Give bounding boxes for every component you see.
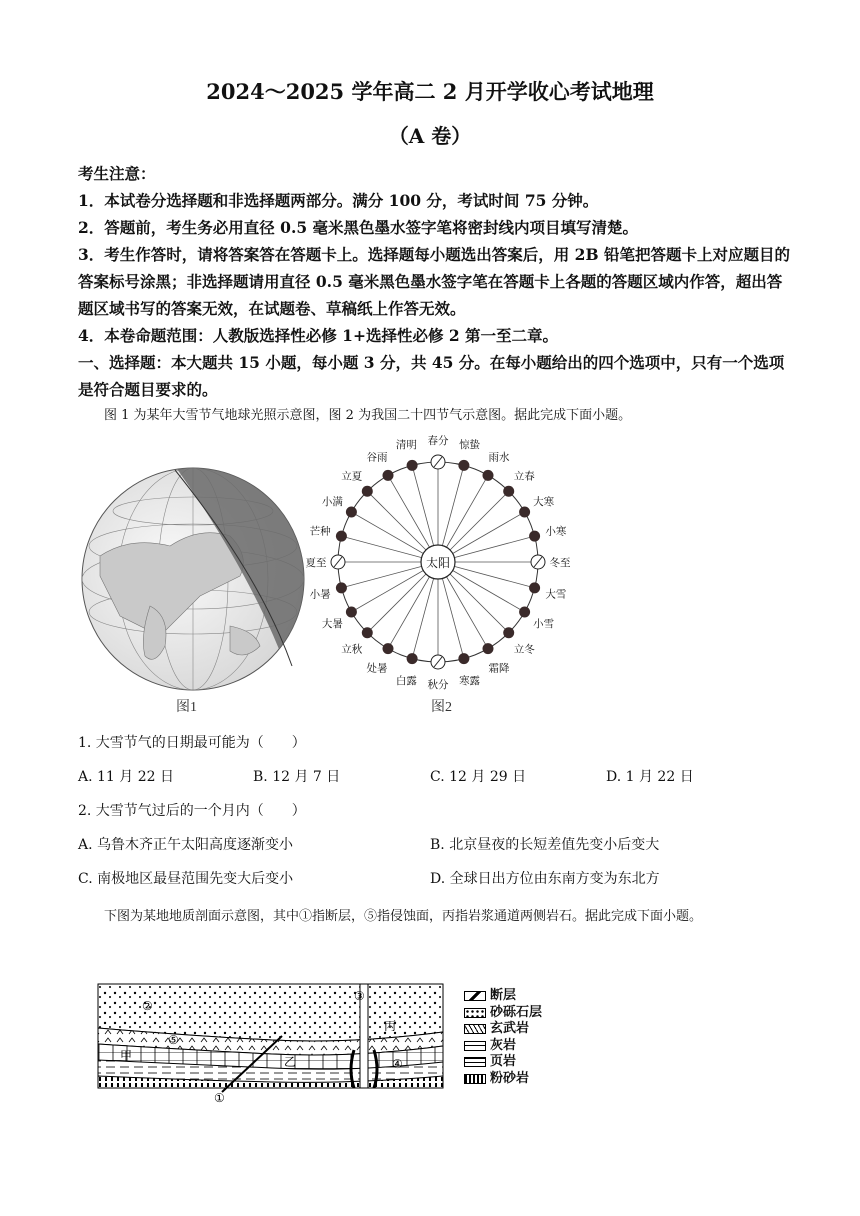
label-jia: 甲: [120, 1049, 133, 1063]
solar-term-label: 大雪: [545, 588, 567, 601]
solar-term-label: 清明: [395, 439, 417, 452]
earth-node: [346, 507, 357, 518]
legend-siltstone: [464, 1071, 542, 1088]
solar-term-label: 小满: [321, 496, 343, 508]
earth-node: [483, 470, 494, 481]
notice-heading: 考生注意：: [78, 164, 156, 183]
q2-option-b[interactable]: B. 北京昼夜的长短差值先变小后变大: [430, 837, 660, 853]
q2-option-a[interactable]: A. 乌鲁木齐正午太阳高度逐渐变小: [78, 837, 294, 853]
solar-term-label: 大暑: [321, 618, 343, 630]
basalt-swatch-icon: [464, 1024, 486, 1034]
solar-term-label: 小雪: [533, 618, 555, 630]
earth-node: [407, 460, 418, 471]
solar-term-label: 惊蛰: [459, 439, 481, 452]
legend-label: 断层: [490, 988, 517, 1003]
label-bing: 丙: [384, 1019, 397, 1033]
solar-term-label: 白露: [395, 674, 417, 687]
geology-legend: [464, 988, 542, 1087]
question-1-stem: 1. 大雪节气的日期最可能为（ ）: [78, 735, 306, 751]
earth-node: [407, 653, 418, 664]
earth-node: [383, 643, 394, 654]
earth-node: [503, 627, 514, 638]
earth-node: [483, 643, 494, 654]
legend-shale: [464, 1054, 542, 1071]
solar-term-label: 立秋: [341, 643, 363, 656]
q1-option-a[interactable]: A. 11 月 22 日: [78, 769, 174, 785]
limestone-swatch-icon: [464, 1041, 486, 1051]
solar-term-label: 立春: [513, 470, 535, 483]
label-yi: 乙: [284, 1055, 297, 1069]
q2-option-c[interactable]: C. 南极地区最昼范围先变大后变小: [78, 871, 294, 887]
gravel-swatch-icon: [464, 1008, 486, 1018]
earth-node: [519, 507, 530, 518]
solar-term-label: 雨水: [488, 451, 510, 464]
solar-term-label: 立冬: [513, 643, 535, 656]
notice-block: [78, 160, 790, 403]
q1-option-c[interactable]: C. 12 月 29 日: [430, 769, 527, 785]
label-5: ⑤: [168, 1033, 179, 1047]
siltstone-swatch-icon: [464, 1074, 486, 1084]
q1-option-b[interactable]: B. 12 月 7 日: [253, 769, 341, 785]
passage-2: 下图为某地地质剖面示意图，其中①指断层，⑤指侵蚀面，丙指岩浆通道两侧岩石。据此完成下面小题。: [104, 909, 703, 924]
geology-cross-section: [92, 980, 452, 1104]
earth-node: [529, 582, 540, 593]
q2-option-d[interactable]: D. 全球日出方位由东南方变为东北方: [430, 871, 660, 887]
exam-subtitle: （A 卷）: [388, 124, 472, 148]
fault-swatch-icon: [464, 991, 486, 1001]
earth-node: [519, 607, 530, 618]
earth-node: [336, 582, 347, 593]
exam-title: 2024～2025 学年高二 2 月开学收心考试地理: [206, 79, 654, 104]
solar-term-label: 小寒: [545, 525, 567, 538]
figure-2-caption: 图2: [431, 700, 452, 715]
notice-item: 4．本卷命题范围：人教版选择性必修 1+选择性必修 2 第一至二章。: [78, 326, 559, 345]
label-1: ①: [214, 1091, 225, 1104]
legend-label: 玄武岩: [490, 1021, 530, 1036]
solar-term-label: 秋分: [427, 679, 449, 691]
figure-1-caption: 图1: [176, 700, 197, 715]
legend-label: 灰岩: [490, 1037, 517, 1053]
earth-node: [336, 531, 347, 542]
earth-node: [529, 531, 540, 542]
q1-option-d[interactable]: D. 1 月 22 日: [606, 769, 694, 785]
figure-2-solar-terms: [300, 430, 590, 700]
figure-1-globe: [80, 466, 306, 692]
legend-gravel: [464, 1005, 542, 1022]
solar-term-label: 霜降: [488, 662, 510, 675]
earth-node: [383, 470, 394, 481]
legend-label: 粉砂岩: [490, 1070, 530, 1086]
solar-term-label: 寒露: [459, 674, 481, 687]
legend-label: 页岩: [490, 1054, 517, 1069]
sun-label: 太阳: [425, 556, 451, 570]
solar-term-label: 处暑: [366, 662, 388, 675]
earth-node: [346, 607, 357, 618]
solar-term-label: 小暑: [309, 588, 331, 601]
legend-fault: [464, 988, 542, 1005]
earth-node: [503, 486, 514, 497]
legend-basalt: [464, 1021, 542, 1038]
notice-item: 1．本试卷分选择题和非选择题两部分。满分 100 分，考试时间 75 分钟。: [78, 191, 599, 210]
solar-term-label: 谷雨: [366, 451, 388, 464]
section-heading: 一、选择题：本大题共 15 小题，每小题 3 分，共 45 分。在每小题给出的四个选项中，只有一个选项是符合题目要求的。: [78, 353, 785, 399]
passage-1: 图 1 为某年大雪节气地球光照示意图，图 2 为我国二十四节气示意图。据此完成下面小题。: [104, 408, 632, 423]
question-2-stem: 2. 大雪节气过后的一个月内（ ）: [78, 803, 306, 819]
label-2: ②: [142, 999, 153, 1013]
earth-node: [362, 486, 373, 497]
notice-item: 2．答题前，考生务必用直径 0.5 毫米黑色墨水签字笔将密封线内项目填写清楚。: [78, 218, 639, 237]
solar-term-label: 冬至: [549, 557, 571, 569]
solar-term-label: 芒种: [309, 525, 331, 538]
earth-node: [458, 653, 469, 664]
legend-label: 砂砾石层: [490, 1004, 543, 1020]
earth-node: [362, 627, 373, 638]
solar-term-label: 立夏: [341, 470, 363, 483]
label-4: ④: [392, 1057, 403, 1071]
shale-swatch-icon: [464, 1057, 486, 1067]
solar-term-label: 大寒: [533, 496, 555, 508]
solar-term-label: 夏至: [305, 557, 327, 569]
solar-term-label: 春分: [427, 435, 449, 447]
label-3: ③: [354, 989, 365, 1003]
legend-limestone: [464, 1038, 542, 1055]
earth-node: [458, 460, 469, 471]
notice-item: 3．考生作答时，请将答案答在答题卡上。选择题每小题选出答案后，用 2B 铅笔把答题卡上对应题目的答案标号涂黑；非选择题请用直径 0.5 毫米黑色墨水签字笔在答题卡上各题的答题区域内作答，超出答题区域书写的答案无效，在试题卷、草稿纸上作答无效。: [78, 245, 790, 318]
